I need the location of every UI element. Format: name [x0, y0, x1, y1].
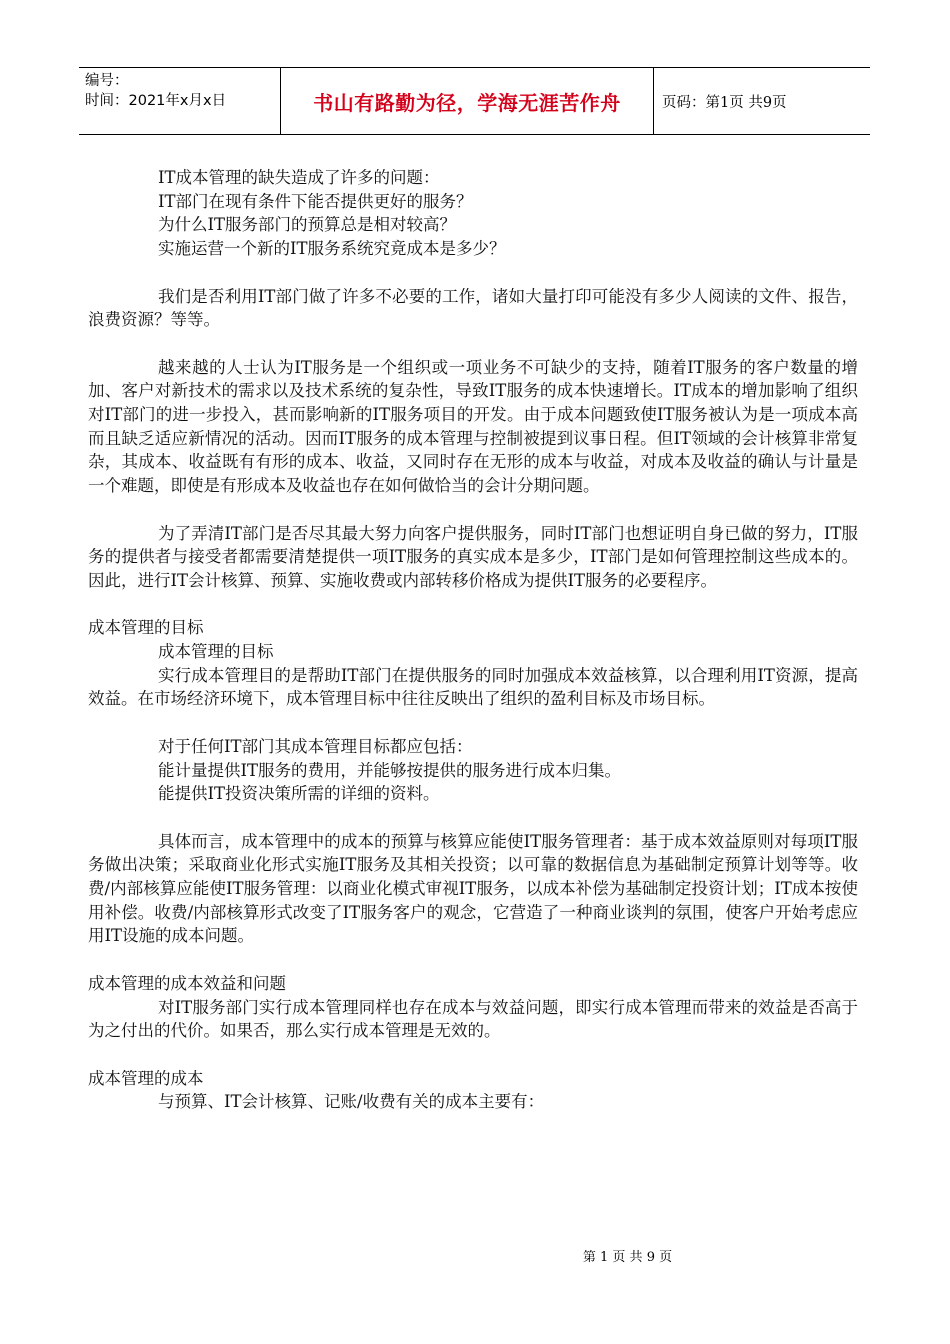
- page-header: [79, 67, 870, 135]
- paragraph: 越来越的人士认为IT服务是一个组织或一项业务不可缺少的支持，随着IT服务的客户数量的增加、客户对新技术的需求以及技术系统的复杂性，导致IT服务的成本快速增长。IT成本的增加影响了组织对IT部门的进一步投入，甚而影响新的IT服务项目的开发。由于成本问题致使IT服务被认为是一项成本高而且缺乏适应新情况的活动。因而IT服务的成本管理与控制被提到议事日程。但IT领域的会计核算非常复杂，其成本、收益既有有形的成本、收益，又同时存在无形的成本与收益，对成本及收益的确认与计量是一个难题，即使是有形成本及收益也存在如何做恰当的会计分期问题。: [88, 357, 858, 496]
- section-heading: 成本管理的成本效益和问题: [88, 973, 286, 993]
- document-date: 时间：2021年x月x日: [85, 93, 227, 109]
- paragraph: 能提供IT投资决策所需的详细的资料。: [158, 784, 440, 804]
- header-page-number: 页码：第1页 共9页: [662, 94, 787, 111]
- paragraph: 具体而言，成本管理中的成本的预算与核算应能使IT服务管理者：基于成本效益原则对每项IT服务做出决策；采取商业化形式实施IT服务及其相关投资；以可靠的数据信息为基础制定预算计划等等。收费/内部核算应能使IT服务管理：以商业化模式审视IT服务，以成本补偿为基础制定投资计划；IT成本按使用补偿。收费/内部核算形式改变了IT服务客户的观念，它营造了一种商业谈判的氛围，使客户开始考虑应用IT设施的成本问题。: [88, 831, 858, 946]
- section-heading: 成本管理的目标: [88, 618, 204, 638]
- document-body: [88, 166, 858, 1114]
- paragraph: 对于任何IT部门其成本管理目标都应包括：: [158, 736, 473, 756]
- paragraph: 与预算、IT会计核算、记账/收费有关的成本主要有：: [158, 1092, 545, 1112]
- paragraph: 为了弄清IT部门是否尽其最大努力向客户提供服务，同时IT部门也想证明自身已做的努力，IT服务的提供者与接受者都需要清楚提供一项IT服务的真实成本是多少，IT部门是如何管理控制这些成本的。因此，进行IT会计核算、预算、实施收费或内部转移价格成为提供IT服务的必要程序。: [88, 523, 858, 590]
- paragraph: 实行成本管理目的是帮助IT部门在提供服务的同时加强成本效益核算，以合理利用IT资源，提高效益。在市场经济环境下，成本管理目标中往往反映出了组织的盈利目标及市场目标。: [88, 665, 858, 709]
- paragraph: 实施运营一个新的IT服务系统究竟成本是多少？: [158, 239, 506, 259]
- section-heading: 成本管理的成本: [88, 1068, 204, 1088]
- header-motto: 书山有路勤为径，学海无涯苦作舟: [281, 68, 654, 134]
- paragraph: IT部门在现有条件下能否提供更好的服务？: [158, 191, 473, 211]
- subsection-heading: 成本管理的目标: [158, 642, 274, 661]
- page-footer: 第 1 页 共 9 页: [582, 1250, 673, 1265]
- document-number: 编号：: [85, 73, 129, 89]
- paragraph: 为什么IT服务部门的预算总是相对较高？: [158, 215, 457, 235]
- paragraph: 对IT服务部门实行成本管理同样也存在成本与效益问题，即实行成本管理而带来的效益是否高于为之付出的代价。如果否，那么实行成本管理是无效的。: [88, 997, 858, 1041]
- paragraph: 我们是否利用IT部门做了许多不必要的工作，诸如大量打印可能没有多少人阅读的文件、报告，浪费资源？等等。: [88, 286, 858, 330]
- paragraph: 能计量提供IT服务的费用，并能够按提供的服务进行成本归集。: [158, 760, 622, 780]
- paragraph: IT成本管理的缺失造成了许多的问题：: [158, 168, 440, 187]
- header-meta: [79, 68, 281, 134]
